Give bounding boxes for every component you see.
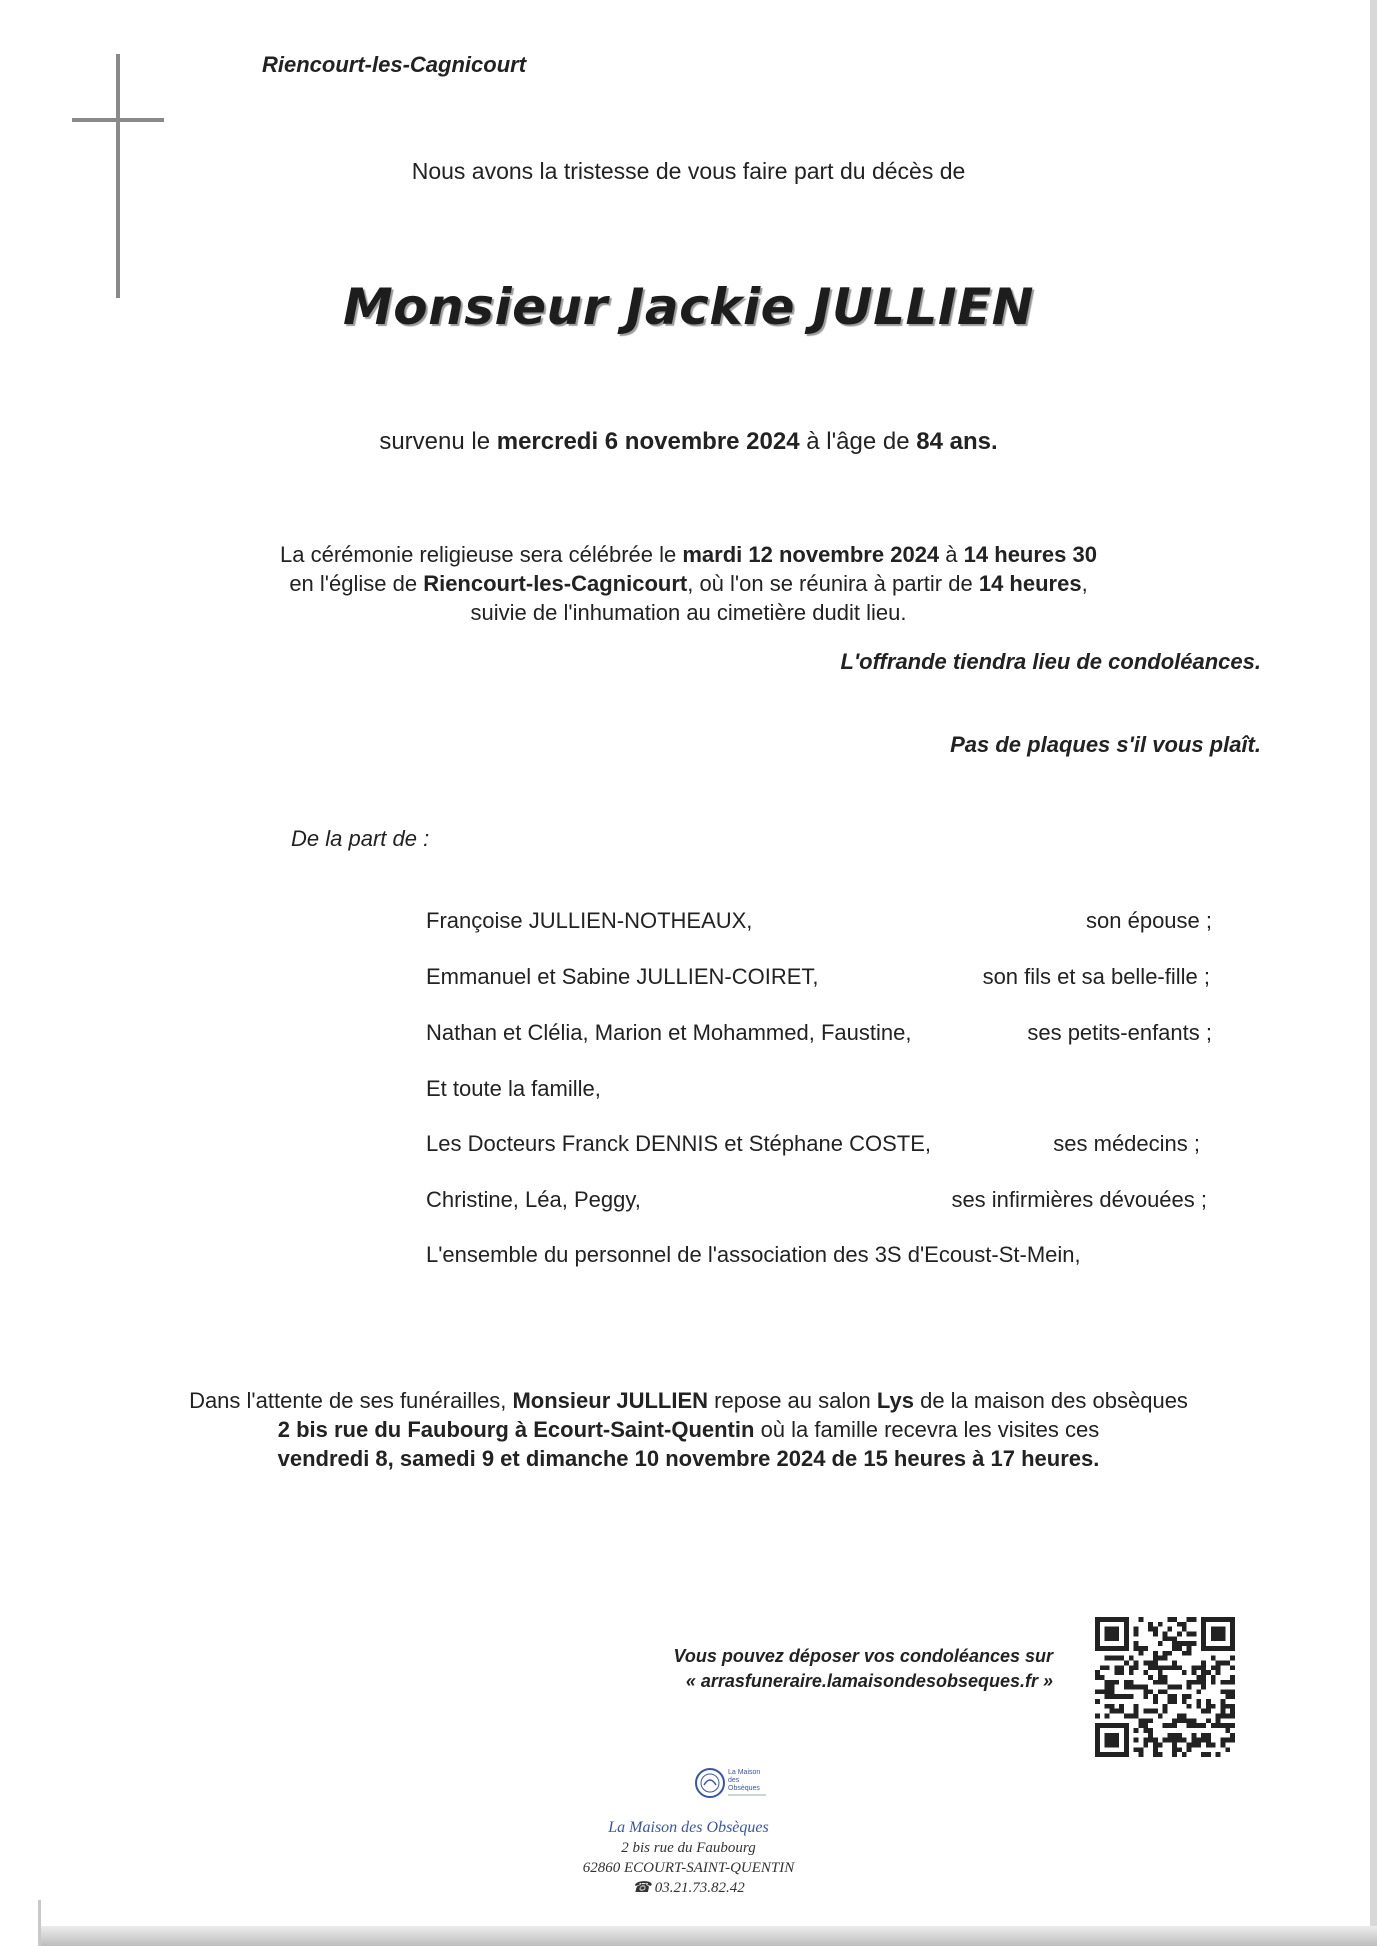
footer-phone-line bbox=[0, 1878, 1377, 1898]
salon-name: Lys bbox=[876, 1388, 914, 1413]
death-date: mercredi 6 novembre 2024 bbox=[496, 428, 800, 455]
plaques-note: Pas de plaques s'il vous plaît. bbox=[950, 732, 1261, 757]
town-header: Riencourt-les-Cagnicourt bbox=[262, 52, 527, 77]
death-line: survenu le mercredi 6 novembre 2024 à l'âge de 84 ans. bbox=[379, 428, 998, 455]
condolences-url: « arrasfuneraire.lamaisondesobseques.fr » bbox=[685, 1671, 1053, 1691]
ceremony-place: Riencourt-les-Cagnicourt bbox=[423, 571, 688, 596]
ceremony-line-2: en l'église de Riencourt-les-Cagnicourt, où l'on se réunira à partir de 14 heures, bbox=[289, 571, 1088, 596]
ceremony-line-3: suivie de l'inhumation au cimetière dudit lieu. bbox=[470, 600, 907, 625]
visitation-address: 2 bis rue du Faubourg à Ecourt-Saint-Quentin bbox=[277, 1417, 755, 1442]
logo-text: La Maison des Obsèques bbox=[728, 1769, 761, 1792]
footer-address bbox=[0, 1818, 1377, 1898]
footer-city: 62860 ECOURT-SAINT-QUENTIN bbox=[582, 1860, 795, 1876]
visitation-dates: vendredi 8, samedi 9 et dimanche 10 novembre 2024 de 15 heures à 17 heures. bbox=[277, 1446, 1100, 1471]
qr-code-icon[interactable] bbox=[1095, 1617, 1235, 1757]
visitation-line-2: 2 bis rue du Faubourg à Ecourt-Saint-Quentin où la famille recevra les visites ces bbox=[277, 1417, 1100, 1442]
visitation-block bbox=[0, 1386, 1377, 1473]
visitation-name: Monsieur JULLIEN bbox=[512, 1388, 709, 1413]
scan-edge-bottom bbox=[40, 1926, 1377, 1946]
family-member-name: L'ensemble du personnel de l'association des 3S d'Ecoust-St-Mein, bbox=[426, 1242, 1081, 1267]
scan-edge-left bbox=[38, 1900, 41, 1946]
family-member-relation: ses petits-enfants ; bbox=[1027, 1020, 1212, 1045]
footer-phone[interactable]: 03.21.73.82.42 bbox=[654, 1880, 745, 1896]
cross-icon-bar bbox=[72, 118, 164, 122]
deceased-name: Monsieur Jackie JULLIEN bbox=[343, 278, 1034, 336]
ceremony-date: mardi 12 novembre 2024 bbox=[682, 542, 940, 567]
footer-street: 2 bis rue du Faubourg bbox=[621, 1840, 756, 1856]
ceremony-line-1: La cérémonie religieuse sera célébrée le mardi 12 novembre 2024 à 14 heures 30 bbox=[280, 542, 1097, 567]
family-member-name: Et toute la famille, bbox=[426, 1076, 601, 1101]
family-member-relation: ses infirmières dévouées ; bbox=[951, 1187, 1207, 1212]
visitation-line-1: Dans l'attente de ses funérailles, Monsieur JULLIEN repose au salon Lys de la maison des obsèques bbox=[189, 1388, 1188, 1413]
family-member-relation: son épouse ; bbox=[1086, 908, 1212, 933]
family-member-name: Emmanuel et Sabine JULLIEN-COIRET, bbox=[426, 964, 819, 989]
family-member-name: Nathan et Clélia, Marion et Mohammed, Faustine, bbox=[426, 1020, 912, 1045]
company-logo bbox=[692, 1765, 792, 1801]
footer-company: La Maison des Obsèques bbox=[608, 1819, 769, 1836]
phone-icon: ☎ bbox=[632, 1880, 651, 1896]
ceremony-time: 14 heures 30 bbox=[963, 542, 1097, 567]
family-member-relation: son fils et sa belle-fille ; bbox=[982, 964, 1210, 989]
gather-time: 14 heures bbox=[978, 571, 1082, 596]
family-member-name: Françoise JULLIEN-NOTHEAUX, bbox=[426, 908, 753, 933]
age: 84 ans. bbox=[916, 428, 998, 455]
family-label: De la part de : bbox=[291, 826, 430, 851]
family-member-name: Les Docteurs Franck DENNIS et Stéphane COSTE, bbox=[426, 1131, 931, 1156]
family-member-relation: ses médecins ; bbox=[1053, 1131, 1200, 1156]
family-member-name: Christine, Léa, Peggy, bbox=[426, 1187, 641, 1212]
condolences-note: Vous pouvez déposer vos condoléances sur « arrasfuneraire.lamaisondesobseques.fr » bbox=[548, 1644, 1053, 1694]
offrande-note: L'offrande tiendra lieu de condoléances. bbox=[840, 649, 1261, 674]
ceremony-block bbox=[0, 540, 1377, 627]
intro-text: Nous avons la tristesse de vous faire part du décès de bbox=[411, 158, 966, 184]
